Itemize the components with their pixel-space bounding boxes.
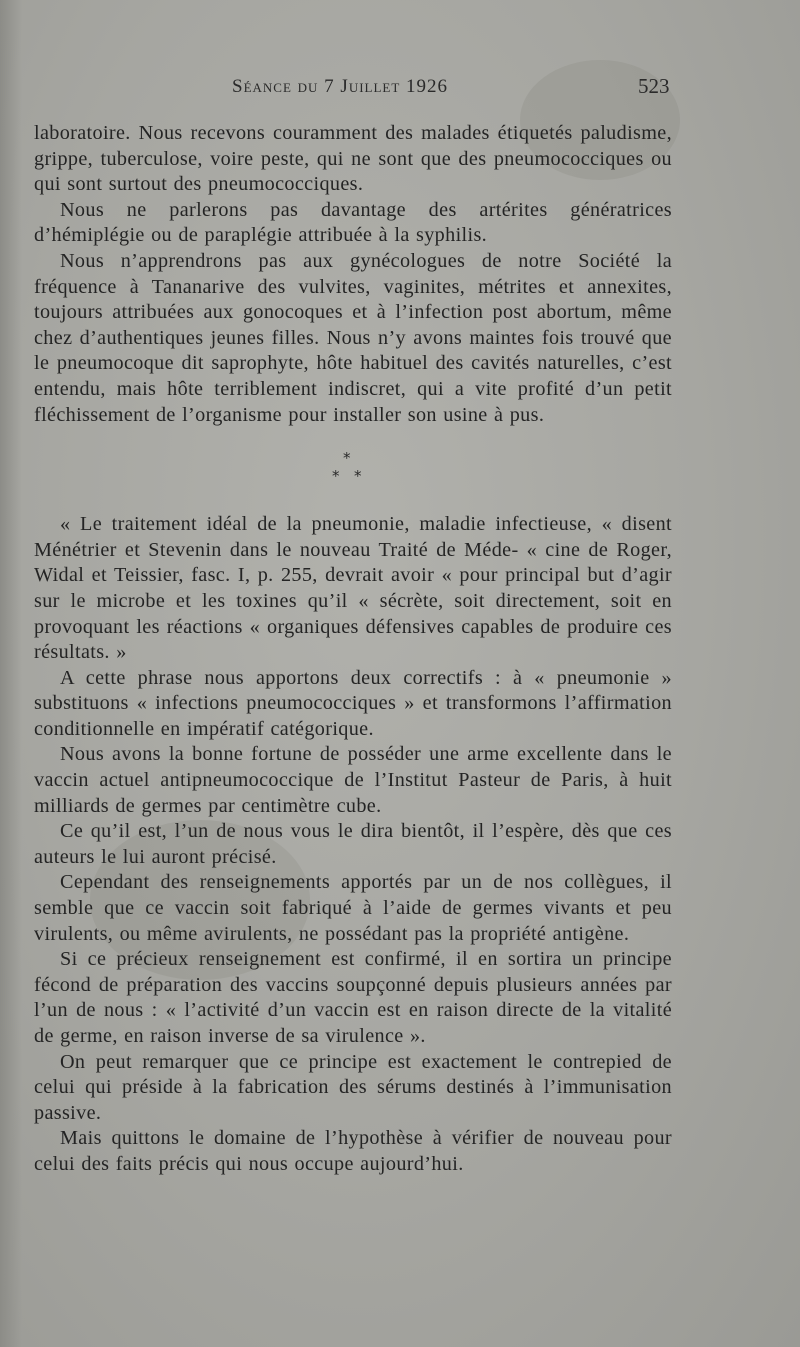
paragraph: Mais quittons le domaine de l’hypothèse à vérifier de nouveau pour celui des faits précis qui nous occupe aujourd’hui. — [34, 1127, 672, 1175]
paragraph: Cependant des renseignements apportés par un de nos collègues, il semble que ce vaccin soit fabriqué à l’aide de germes vivants et peu virulents, ou même avirulents, ne possédant pas la propriété antigène. — [34, 871, 672, 945]
page-header — [0, 72, 800, 102]
paragraph: Si ce précieux renseignement est confirmé, il en sortira un principe fécond de préparation des vaccins soupçonné depuis plusieurs années par l’un de nous : « l’activité d’un vaccin est en raison directe de la vitalité de germe, en raison inverse de sa virulence ». — [34, 948, 672, 1047]
body-text — [34, 121, 672, 1178]
paragraph: Nous n’apprendrons pas aux gynécologues de notre Société la fréquence à Tananarive des vulvites, vaginites, métrites et annexites, toujours attribuées aux gonocoques et à l’infection post abortum, même chez d’authentiques jeunes filles. Nous n’y avons maintes fois trouvé que le pneumocoque dit saprophyte, hôte habituel des cavités naturelles, c’est entendu, mais hôte terriblement indiscret, qui a vite profité d’un petit fléchissement de l’organisme pour installer son usine à pus. — [34, 249, 672, 426]
asterisk-ornament: * — [354, 467, 362, 486]
paragraph: On peut remarquer que ce principe est exactement le contrepied de celui qui préside à la fabrication des sérums destinés à l’immunisation passive. — [34, 1050, 672, 1124]
section-ornament — [34, 434, 672, 512]
paragraph: A cette phrase nous apportons deux correctifs : à « pneumonie » substituons « infections pneumococciques » et transformons l’affirmation conditionnelle en impératif catégorique. — [34, 666, 672, 740]
paragraph: laboratoire. Nous recevons couramment des malades étiquetés paludisme, grippe, tuberculose, voire peste, qui ne sont que des pneumococciques ou qui sont surtout des pneumococciques. — [34, 122, 672, 196]
quote-paragraph: « Le traitement idéal de la pneumonie, maladie infectieuse, « disent Ménétrier et Stevenin dans le nouveau Traité de Méde- « cine de Roger, Widal et Teissier, fasc. I, p. 255, devrait avoir « pour principal but d’agir sur le microbe et les toxines qu’il « sécrète, soit directement, soit en provoquant les réactions « organiques défensives capables de produire ces résultats. » — [34, 513, 672, 664]
paragraph: Nous avons la bonne fortune de posséder une arme excellente dans le vaccin actuel antipneumococcique de l’Institut Pasteur de Paris, à huit milliards de germes par centimètre cube. — [34, 743, 672, 817]
running-title: Séance du 7 Juillet 1926 — [232, 76, 449, 97]
asterisk-ornament: * — [332, 467, 340, 486]
asterisk-ornament: * — [343, 449, 351, 468]
paragraph: Ce qu’il est, l’un de nous vous le dira bientôt, il l’espère, dès que ces auteurs le lui auront précisé. — [34, 820, 672, 868]
page-number: 523 — [638, 74, 670, 98]
paragraph: Nous ne parlerons pas davantage des artérites génératrices d’hémiplégie ou de paraplégie attribuée à la syphilis. — [34, 198, 672, 247]
